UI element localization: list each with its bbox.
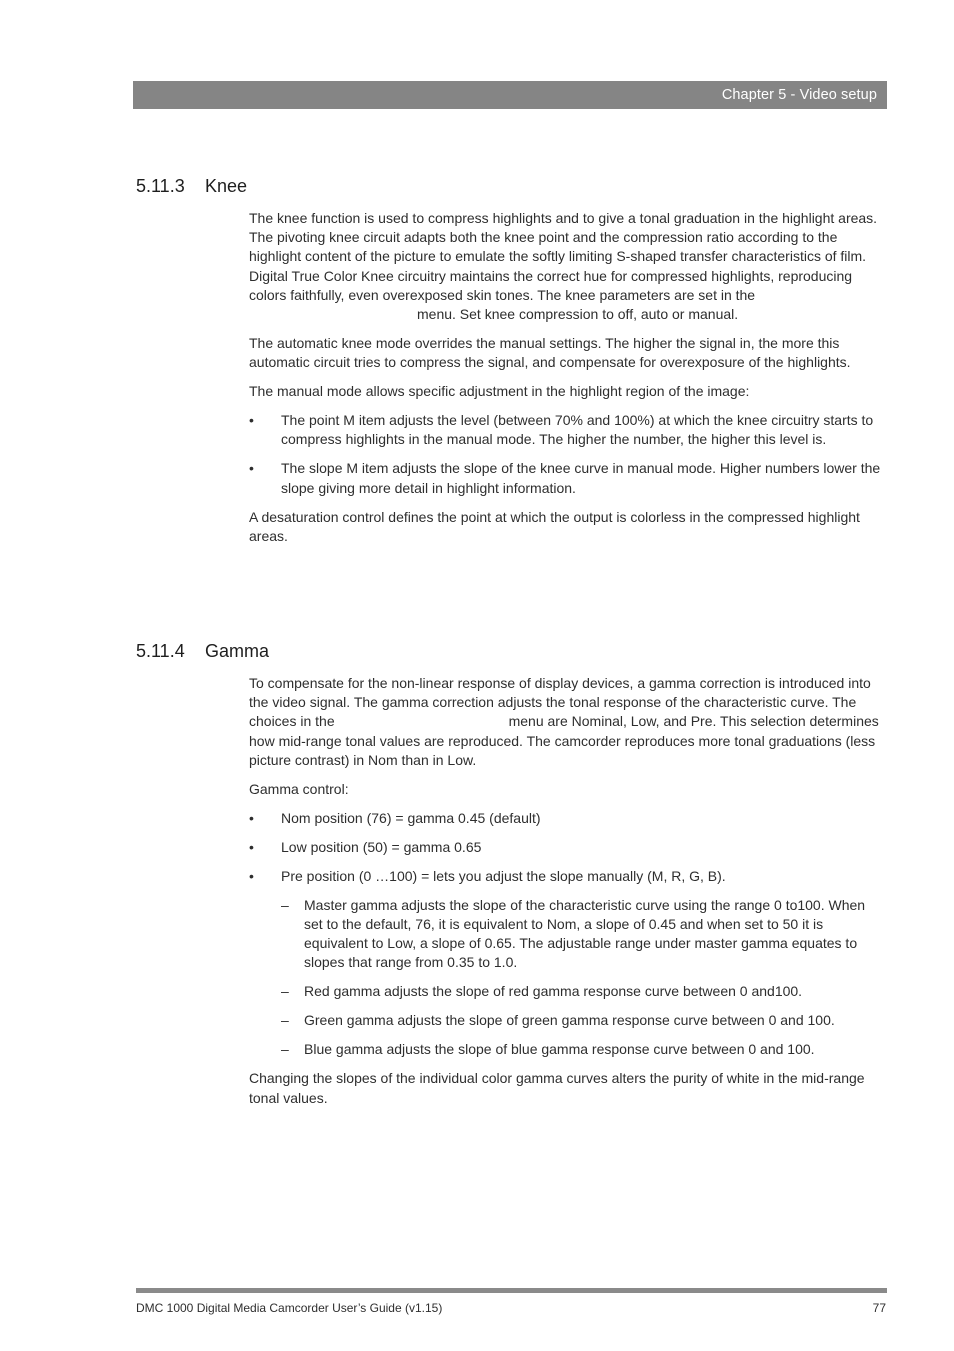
dash-item: – Red gamma adjusts the slope of red gamma response curve between 0 and100. xyxy=(281,982,887,1001)
paragraph: A desaturation control defines the point at which the output is colorless in the compressed highlight areas. xyxy=(249,508,860,544)
paragraph: Gamma control: xyxy=(249,780,349,797)
section-heading-knee xyxy=(136,176,247,197)
section-number: 5.11.4 xyxy=(136,641,185,661)
footer-document-title: DMC 1000 Digital Media Camcorder User’s Guide (v1.15) xyxy=(136,1301,443,1315)
bullet-item: • Nom position (76) = gamma 0.45 (default) xyxy=(249,809,887,828)
paragraph-text: The knee function is used to compress highlights and to give a tonal graduation in the highlight areas. The pivoting knee circuit adapts both the knee point and the compression ratio according to the highlight content of the picture to emulate the softly limiting S-shaped transfer characteristics of film. Digital True Color Knee circuitry maintains the correct hue for compressed highlights, reproducing colors faithfully, even overexposed skin tones. The knee parameters are set in the xyxy=(249,210,878,303)
paragraph xyxy=(249,209,887,324)
bullet-item: • Pre position (0 …100) = lets you adjust the slope manually (M, R, G, B). xyxy=(249,867,887,886)
bullet-item: • Low position (50) = gamma 0.65 xyxy=(249,838,887,857)
footer-rule xyxy=(136,1288,887,1293)
bullet-list xyxy=(249,411,887,498)
dash-item: – Master gamma adjusts the slope of the characteristic curve using the range 0 to100. When set to the default, 76, it is equivalent to Nom, a slope of 0.45 and when set to 50 it is equivalent to Low, a slope of 0.65. The adjustable range under master gamma equates to slopes that range from 0.35 to 1.0. xyxy=(281,896,887,973)
paragraph: The automatic knee mode overrides the manual settings. The higher the signal in, the more this automatic circuit tries to compress the signal, and compensate for overexposure of the highlights. xyxy=(249,335,851,371)
chapter-title: Chapter 5 - Video setup xyxy=(721,87,877,103)
dash-list xyxy=(249,896,887,1060)
paragraph-text: To compensate for the non-linear response of display devices, a gamma correction is introduced into the video signal. The gamma correction adjusts the tonal response of the characteristic curve. The choices in the xyxy=(249,675,871,730)
bullet-item: • The slope M item adjusts the slope of the knee curve in manual mode. Higher numbers lower the slope giving more detail in highlight information. xyxy=(249,459,887,497)
section-body-gamma xyxy=(249,674,887,1118)
dash-item: – Blue gamma adjusts the slope of blue gamma response curve between 0 and 100. xyxy=(281,1040,887,1059)
section-title: Knee xyxy=(205,176,248,196)
paragraph-text: menu are Nominal, Low, and Pre. This selection determines how mid-range tonal values are reproduced. The camcorder reproduces more tonal graduations (less picture contrast) in Nom than in Low. xyxy=(249,713,879,768)
chapter-header-bar xyxy=(133,81,887,109)
bullet-list xyxy=(249,809,887,886)
paragraph xyxy=(249,674,887,770)
dash-item: – Green gamma adjusts the slope of green gamma response curve between 0 and 100. xyxy=(281,1011,887,1030)
section-number: 5.11.3 xyxy=(136,176,185,196)
section-title: Gamma xyxy=(205,641,270,661)
paragraph-text: menu. Set knee compression to off, auto or manual. xyxy=(417,306,739,323)
footer-page-number: 77 xyxy=(872,1301,886,1315)
paragraph: Changing the slopes of the individual color gamma curves alters the purity of white in the mid-range tonal values. xyxy=(249,1070,865,1106)
section-body-knee xyxy=(249,209,887,556)
bullet-item: • The point M item adjusts the level (between 70% and 100%) at which the knee circuitry starts to compress highlights in the manual mode. The higher the number, the higher this level is. xyxy=(249,411,887,449)
paragraph: The manual mode allows specific adjustment in the highlight region of the image: xyxy=(249,383,750,400)
section-heading-gamma xyxy=(136,641,269,662)
